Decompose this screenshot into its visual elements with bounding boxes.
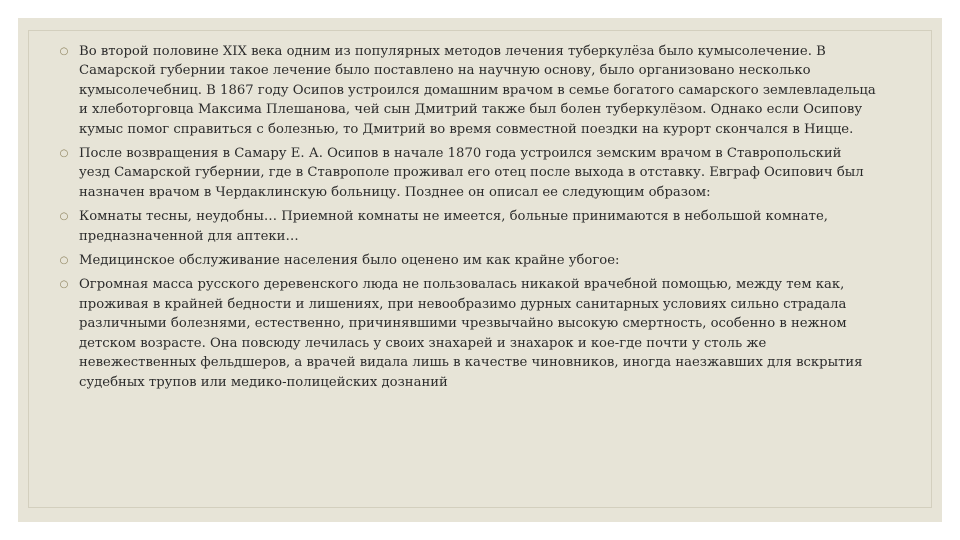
hollow-circle-bullet-icon: ○ <box>59 255 69 267</box>
bullet-item <box>56 251 876 270</box>
bullet-item <box>56 275 876 391</box>
bullet-text: Во второй половине XIX века одним из популярных методов лечения туберкулёза было кумысолечение. В Самарской губернии такое лечение было поставлено на научную основу, было организовано несколько кумысолечебниц. В 1867 году Осипов устроился домашним врачом в семье богатого самарского землевладельца и хлеботорговца Максима Плешанова, чей сын Дмитрий также был болен туберкулёзом. Однако если Осипову кумыс помог справиться с болезнью, то Дмитрий во время совместной поездки на курорт скончался в Ницце. <box>79 44 876 137</box>
hollow-circle-bullet-icon: ○ <box>59 148 69 160</box>
bullet-list <box>56 42 876 397</box>
bullet-text: После возвращения в Самару Е. А. Осипов в начале 1870 года устроился земским врачом в Ставропольский уезд Самарской губернии, где в Ставрополе проживал его отец после выхода в отставку. Евграф Осипович был назначен врачом в Чердаклинскую больницу. Позднее он описал ее следующим образом: <box>79 146 864 200</box>
bullet-text: Медицинское обслуживание населения было оценено им как крайне убогое: <box>79 253 620 269</box>
slide <box>18 18 942 522</box>
bullet-item <box>56 207 876 246</box>
hollow-circle-bullet-icon: ○ <box>59 211 69 223</box>
bullet-item <box>56 42 876 139</box>
bullet-item <box>56 144 876 202</box>
bullet-text: Огромная масса русского деревенского люда не пользовалась никакой врачебной помощью, между тем как, проживая в крайней бедности и лишениях, при невообразимо дурных санитарных условиях сильно страдала различными болезнями, естественно, причинявшими чрезвычайно высокую смертность, особенно в нежном детском возрасте. Она повсюду лечилась у своих знахарей и знахарок и кое-где почти у столь же невежественных фельдшеров, а врачей видала лишь в качестве чиновников, иногда наезжавших для вскрытия судебных трупов или медико-полицейских дознаний <box>79 277 863 390</box>
hollow-circle-bullet-icon: ○ <box>59 46 69 57</box>
hollow-circle-bullet-icon: ○ <box>59 279 69 291</box>
bullet-text: Комнаты тесны, неудобны… Приемной комнаты не имеется, больные принимаются в небольшой комнате, предназначенной для аптеки… <box>79 209 828 244</box>
